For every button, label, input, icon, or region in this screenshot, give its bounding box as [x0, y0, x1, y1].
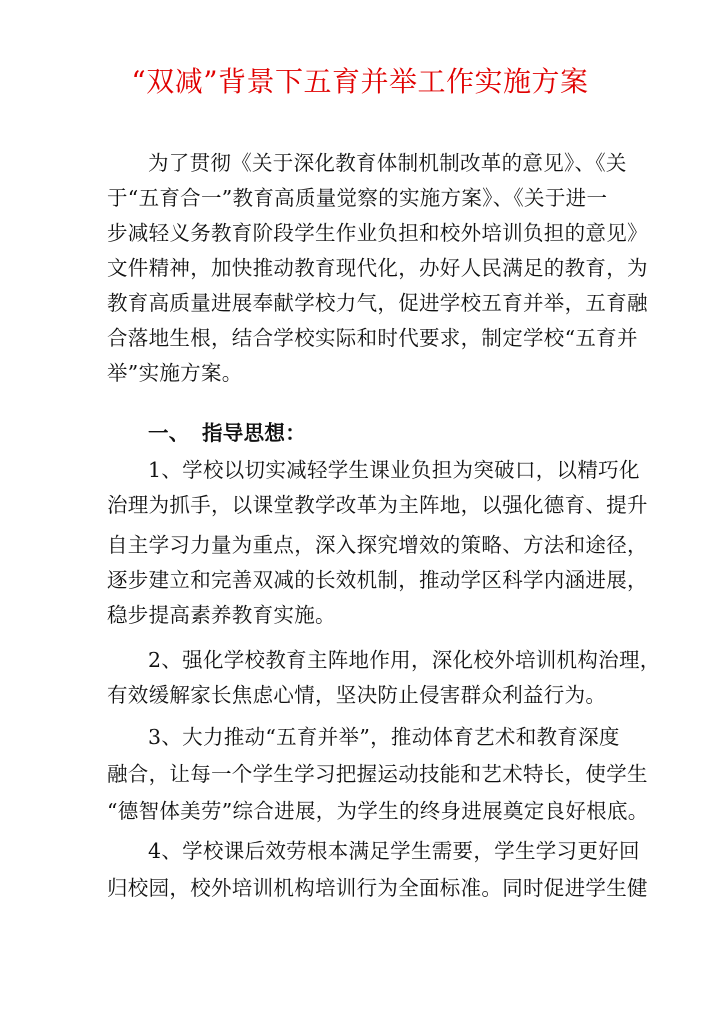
- intro-line: 文件精神，加快推动教育现代化，办好人民满足的教育，为: [107, 256, 648, 280]
- item1-line: 逐步建立和完善双减的长效机制，推动学区科学内涵进展，: [107, 568, 648, 592]
- intro-line: 于“五育合一”教育高质量觉察的实施方案》、《关于进一: [107, 186, 608, 210]
- item1-line: 自主学习力量为重点，深入探究增效的策略、方法和途径，: [107, 533, 648, 557]
- item1-line: 稳步提高素养教育实施。: [107, 603, 336, 627]
- item2-line: 2、强化学校教育主阵地作用，深化校外培训机构治理，: [148, 648, 661, 672]
- item1-line: 治理为抓手，以课堂教学改革为主阵地，以强化德育、提升: [107, 493, 648, 517]
- document-title: “双减”背景下五育并举工作实施方案: [131, 65, 589, 98]
- item3-line: 融合，让每一个学生学习把握运动技能和艺术特长，使学生: [107, 762, 648, 786]
- item3-line: “德智体美劳”综合进展，为学生的终身进展奠定良好根底。: [107, 799, 649, 823]
- item2-line: 有效缓解家长焦虑心情，坚决防止侵害群众利益行为。: [107, 683, 607, 707]
- intro-line: 合落地生根，结合学校实际和时代要求，制定学校“五育并: [107, 326, 638, 350]
- item4-line: 4、学校课后效劳根本满足学生需要，学生学习更好回: [148, 839, 640, 863]
- section-heading-number: 一、: [148, 421, 190, 445]
- intro-line: 为了贯彻《关于深化教育体制机制改革的意见》、《关: [148, 151, 627, 175]
- section-heading-label: 指导思想：: [202, 421, 306, 445]
- intro-line: 教育高质量进展奉献学校力气，促进学校五育并举，五育融: [107, 291, 648, 315]
- item4-line: 归校园，校外培训机构培训行为全面标准。同时促进学生健: [107, 876, 648, 900]
- item1-line: 1、学校以切实减轻学生课业负担为突破口，以精巧化: [148, 458, 640, 482]
- intro-line: 步减轻义务教育阶段学生作业负担和校外培训负担的意见》: [107, 221, 648, 245]
- item3-line: 3、大力推动“五育并举”，推动体育艺术和教育深度: [148, 725, 620, 749]
- intro-line: 举”实施方案。: [107, 361, 243, 385]
